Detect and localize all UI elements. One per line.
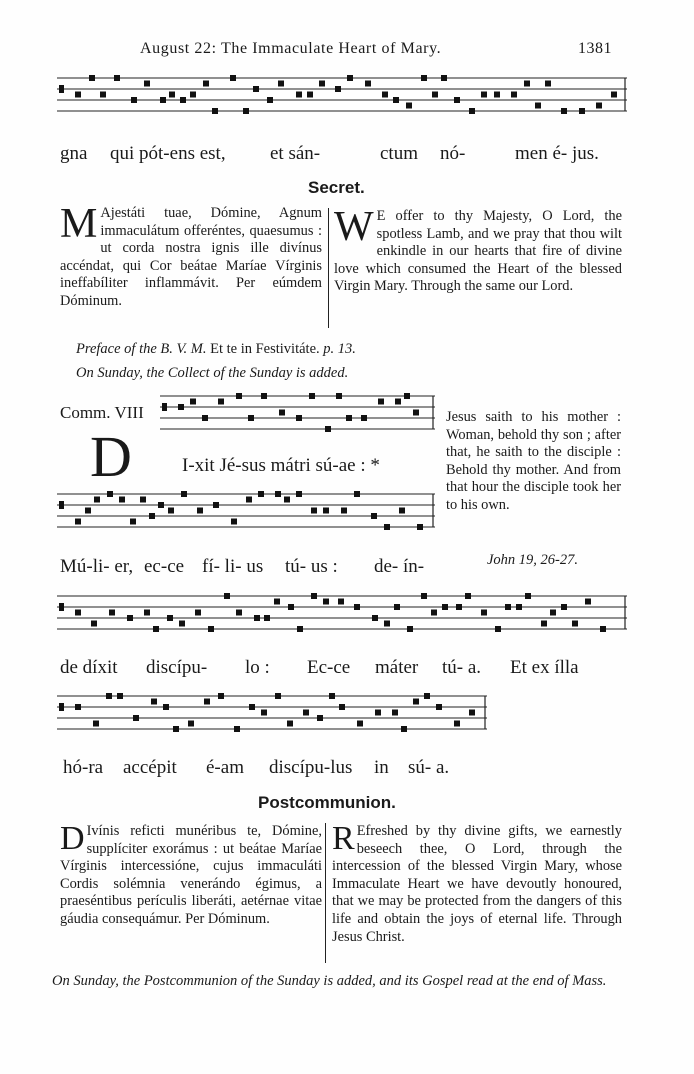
neume	[454, 721, 460, 727]
secret-english	[334, 204, 622, 296]
lyric-syllable: de díxit	[60, 657, 118, 678]
neume	[347, 75, 353, 81]
lyric-syllable: sú- a.	[408, 757, 450, 778]
final-rubric: On Sunday, the Postcommunion of the Sunday is added, and its Gospel read at the end of Mass.	[52, 973, 607, 989]
neume	[195, 610, 201, 616]
lyric-syllable: tú- a.	[442, 657, 482, 678]
neume	[179, 621, 185, 627]
staff-lines	[57, 74, 627, 124]
neume	[89, 75, 95, 81]
neume	[365, 81, 371, 87]
neume	[149, 513, 155, 519]
neume	[168, 508, 174, 514]
clef-mark	[59, 603, 64, 611]
neume	[378, 399, 384, 405]
neume	[114, 75, 120, 81]
staff-lines	[57, 592, 627, 642]
lyric-syllable: qui pót-ens est,	[110, 143, 226, 164]
neume	[494, 92, 500, 98]
drop-cap: R	[332, 820, 355, 857]
neume	[442, 604, 448, 610]
neume	[85, 508, 91, 514]
neume	[203, 81, 209, 87]
scripture-reference: John 19, 26-27.	[487, 552, 579, 568]
neume	[296, 92, 302, 98]
neume	[287, 721, 293, 727]
neume	[535, 103, 541, 109]
neume	[278, 81, 284, 87]
neume	[190, 399, 196, 405]
neume	[236, 610, 242, 616]
lyric-syllable: men é- jus.	[515, 143, 599, 164]
neume	[550, 610, 556, 616]
neume	[249, 704, 255, 710]
neume	[392, 710, 398, 716]
neume	[169, 92, 175, 98]
page-number: 1381	[578, 40, 612, 57]
neume	[212, 108, 218, 114]
neume	[106, 693, 112, 699]
neume	[417, 524, 423, 530]
neume	[481, 610, 487, 616]
neume	[204, 699, 210, 705]
secret-english-text: E offer to thy Majesty, O Lord, the spotless Lamb, and we pray that thou wilt enkindle in our hearts that fire of divine love which consumed the Heart of the blessed Virgin Mary. Through the same our Lord.	[334, 208, 622, 295]
staff-lines	[160, 392, 435, 442]
neume	[119, 497, 125, 503]
neume	[284, 497, 290, 503]
neume	[525, 593, 531, 599]
neume	[261, 393, 267, 399]
neume	[91, 621, 97, 627]
neume	[303, 710, 309, 716]
lyric-syllable: ec-ce	[144, 556, 185, 577]
neume	[384, 621, 390, 627]
neume	[167, 615, 173, 621]
neume	[288, 604, 294, 610]
neume	[296, 415, 302, 421]
neume	[178, 404, 184, 410]
neume	[354, 491, 360, 497]
neume	[117, 693, 123, 699]
neume	[224, 593, 230, 599]
neume	[160, 97, 166, 103]
neume	[248, 415, 254, 421]
secret-latin-text: Ajestáti tuae, Dómine, Agnum immaculátum offeréntes, quaesumus : ut corda nostra ignis ille divínus accéndat, qui Cor beátae Maríae Vírginis ineffabíliter inflammávit. Per eúmdem Dóminum.	[60, 205, 322, 309]
neume	[197, 508, 203, 514]
drop-cap: M	[60, 201, 98, 247]
neume	[413, 410, 419, 416]
lyric-syllable: accépit	[123, 757, 177, 778]
neume	[323, 599, 329, 605]
neume	[406, 103, 412, 109]
neume	[75, 519, 81, 525]
drop-cap: W	[334, 204, 374, 250]
neume	[421, 75, 427, 81]
neume	[323, 508, 329, 514]
neume	[357, 721, 363, 727]
neume	[258, 491, 264, 497]
neume	[267, 97, 273, 103]
neume	[421, 593, 427, 599]
clef-mark	[59, 501, 64, 509]
neume	[456, 604, 462, 610]
neume	[307, 92, 313, 98]
neume	[100, 92, 106, 98]
neume	[202, 415, 208, 421]
neume	[188, 721, 194, 727]
neume	[234, 726, 240, 732]
neume	[218, 693, 224, 699]
neume	[505, 604, 511, 610]
running-header: August 22: The Immaculate Heart of Mary.	[140, 40, 442, 57]
lyric-syllable: Ec-ce	[307, 657, 351, 678]
neume	[495, 626, 501, 632]
neume	[579, 108, 585, 114]
neume	[561, 108, 567, 114]
neume	[218, 399, 224, 405]
neume	[261, 710, 267, 716]
communion-label: Comm. VIII	[60, 403, 144, 422]
neume	[75, 704, 81, 710]
chant-staff-4	[57, 592, 627, 642]
chant-staff-2	[160, 392, 435, 442]
rubric-ref: p. 13.	[323, 341, 356, 357]
chant-lyrics-2: I-xit Jé-sus mátri sú-ae : *	[182, 455, 380, 476]
neume	[208, 626, 214, 632]
neume	[394, 604, 400, 610]
clef-mark	[59, 85, 64, 93]
neume	[133, 715, 139, 721]
neume	[180, 97, 186, 103]
neume	[432, 92, 438, 98]
lyric-syllable: hó-ra	[63, 757, 104, 778]
postcommunion-english	[332, 820, 622, 946]
neume	[231, 519, 237, 525]
neume	[107, 491, 113, 497]
neume	[75, 610, 81, 616]
neume	[190, 92, 196, 98]
neume	[511, 92, 517, 98]
neume	[341, 508, 347, 514]
neume	[361, 415, 367, 421]
neume	[253, 86, 259, 92]
neume	[140, 497, 146, 503]
neume	[401, 726, 407, 732]
neume	[127, 615, 133, 621]
neume	[230, 75, 236, 81]
lyric-syllable: tú- us :	[285, 556, 338, 577]
neume	[424, 693, 430, 699]
neume	[243, 108, 249, 114]
rubric-roman: Et te in Festivitáte.	[210, 341, 320, 357]
neume	[130, 519, 136, 525]
lyric-syllable: et sán-	[270, 143, 321, 164]
neume	[296, 491, 302, 497]
neume	[596, 103, 602, 109]
neume	[338, 599, 344, 605]
staff-lines	[57, 490, 435, 540]
preface-rubric	[76, 341, 356, 358]
neume	[264, 615, 270, 621]
lyric-syllable: Mú-li- er,	[60, 556, 134, 577]
neume	[94, 497, 100, 503]
neume	[319, 81, 325, 87]
neume	[163, 704, 169, 710]
lyric-syllable: gna	[60, 143, 88, 164]
neume	[407, 626, 413, 632]
lyric-syllable: é-am	[206, 757, 244, 778]
neume	[354, 604, 360, 610]
neume	[441, 75, 447, 81]
neume	[585, 599, 591, 605]
neume	[297, 626, 303, 632]
neume	[151, 699, 157, 705]
lyric-syllable: máter	[375, 657, 419, 678]
neume	[279, 410, 285, 416]
neume	[469, 108, 475, 114]
neume	[454, 97, 460, 103]
chant-lyrics-4	[60, 657, 630, 681]
neume	[399, 508, 405, 514]
neume	[404, 393, 410, 399]
neume	[158, 502, 164, 508]
communion-translation: Jesus saith to his mother : Woman, behold thy son ; after that, he saith to the disciple : Behold thy mother. And from that hour the disciple took her to his own.	[446, 409, 621, 513]
neume	[144, 81, 150, 87]
neume	[329, 693, 335, 699]
neume	[395, 399, 401, 405]
neume	[393, 97, 399, 103]
neume	[275, 693, 281, 699]
neume	[336, 393, 342, 399]
lyric-syllable: de- ín-	[374, 556, 425, 577]
column-divider	[328, 208, 329, 328]
neume	[274, 599, 280, 605]
neume	[236, 393, 242, 399]
neume	[346, 415, 352, 421]
lyric-syllable: in	[374, 757, 389, 778]
lyric-syllable: fí- li- us	[202, 556, 264, 577]
neume	[481, 92, 487, 98]
neume	[254, 615, 260, 621]
neume	[173, 726, 179, 732]
clef-mark	[162, 403, 167, 411]
neume	[246, 497, 252, 503]
postcommunion-heading: Postcommunion.	[258, 793, 396, 812]
lyric-syllable: discípu-lus	[269, 757, 353, 778]
neume	[213, 502, 219, 508]
neume	[611, 92, 617, 98]
postcommunion-latin-text: Ivínis reficti munéribus te, Dómine, supplíciter exorámus : ut beátae Maríae Vírginis intercessióne, cujus immaculáti Cordis solémnia venerándo égimus, a praeséntibus perículis liberáti, aetérnae vitae gáudia consequámur. Per Dóminum.	[60, 823, 322, 927]
rubric-italic: Preface of the B. V. M.	[76, 341, 207, 357]
chant-lyrics-1	[60, 143, 630, 167]
postcommunion-english-text: Efreshed by thy divine gifts, we earnestly beseech thee, O Lord, through the intercession of the blessed Virgin Mary, whose Immaculate Heart we have devoutly honoured, that we may be protected from the dangers of this life and obtain the joys of eternal life. Through Jesus Christ.	[332, 823, 622, 945]
neume	[372, 615, 378, 621]
neume	[384, 524, 390, 530]
neume	[600, 626, 606, 632]
neume	[109, 610, 115, 616]
neume	[382, 92, 388, 98]
neume	[153, 626, 159, 632]
neume	[144, 610, 150, 616]
clef-mark	[59, 703, 64, 711]
lyric-syllable: ctum	[380, 143, 418, 164]
neume	[93, 721, 99, 727]
neume	[181, 491, 187, 497]
neume	[309, 393, 315, 399]
chant-lyrics-3	[60, 556, 440, 580]
secret-heading: Secret.	[308, 178, 365, 197]
neume	[516, 604, 522, 610]
neume	[436, 704, 442, 710]
neume	[75, 92, 81, 98]
neume	[545, 81, 551, 87]
neume	[465, 593, 471, 599]
neume	[317, 715, 323, 721]
neume	[131, 97, 137, 103]
chant-staff-5	[57, 692, 487, 742]
neume	[335, 86, 341, 92]
neume	[561, 604, 567, 610]
drop-cap: D	[60, 820, 85, 857]
staff-lines	[57, 692, 487, 742]
communion-initial: D	[90, 424, 132, 489]
chant-staff-1	[57, 74, 627, 124]
chant-lyrics-5	[63, 757, 483, 781]
neume	[311, 508, 317, 514]
neume	[413, 699, 419, 705]
neume	[275, 491, 281, 497]
neume	[431, 610, 437, 616]
column-divider	[325, 823, 326, 963]
lyric-syllable: Et ex ílla	[510, 657, 579, 678]
lyric-syllable: nó-	[440, 143, 466, 164]
chant-staff-3	[57, 490, 435, 540]
secret-latin	[60, 201, 322, 311]
sunday-rubric: On Sunday, the Collect of the Sunday is added.	[76, 365, 349, 381]
neume	[311, 593, 317, 599]
neume	[325, 426, 331, 432]
neume	[541, 621, 547, 627]
lyric-syllable: lo :	[245, 657, 270, 678]
neume	[339, 704, 345, 710]
neume	[524, 81, 530, 87]
neume	[572, 621, 578, 627]
neume	[371, 513, 377, 519]
postcommunion-latin	[60, 820, 322, 929]
neume	[469, 710, 475, 716]
lyric-syllable: discípu-	[146, 657, 208, 678]
neume	[375, 710, 381, 716]
